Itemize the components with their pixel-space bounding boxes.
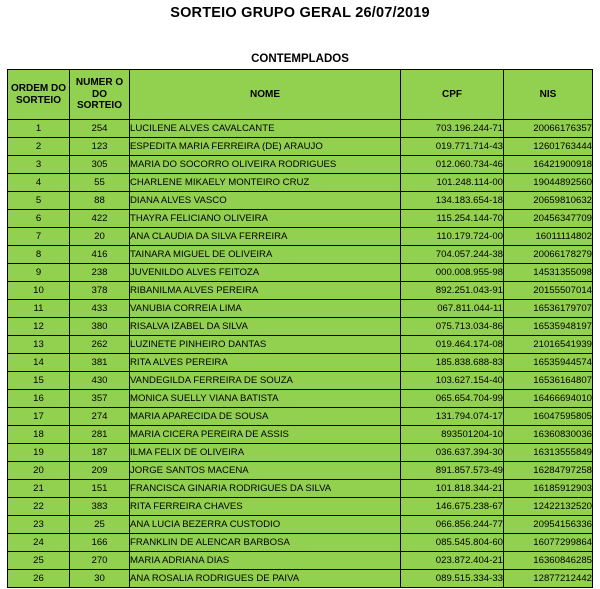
table-row bbox=[8, 210, 593, 228]
cell-nome: RIBANILMA ALVES PEREIRA bbox=[130, 282, 401, 300]
cell-numero: 430 bbox=[70, 372, 130, 390]
table-row bbox=[8, 246, 593, 264]
cell-ordem: 15 bbox=[8, 372, 70, 390]
cell-nis: 16536179707 bbox=[504, 300, 593, 318]
cell-nome: THAYRA FELICIANO OLIVEIRA bbox=[130, 210, 401, 228]
cell-numero: 381 bbox=[70, 354, 130, 372]
table-row bbox=[8, 174, 593, 192]
cell-nis: 12422132520 bbox=[504, 498, 593, 516]
cell-nis: 20954156336 bbox=[504, 516, 593, 534]
cell-nome: ILMA FELIX DE OLIVEIRA bbox=[130, 444, 401, 462]
table-body bbox=[8, 120, 593, 588]
cell-numero: 433 bbox=[70, 300, 130, 318]
cell-nome: MARIA APARECIDA DE SOUSA bbox=[130, 408, 401, 426]
cell-numero: 274 bbox=[70, 408, 130, 426]
section-subtitle: CONTEMPLADOS bbox=[251, 53, 349, 65]
cell-ordem: 16 bbox=[8, 390, 70, 408]
cell-nis: 12877212442 bbox=[504, 570, 593, 588]
table-header-row bbox=[8, 70, 593, 120]
table-row bbox=[8, 534, 593, 552]
table-row bbox=[8, 552, 593, 570]
cell-numero: 209 bbox=[70, 462, 130, 480]
table-row bbox=[8, 480, 593, 498]
cell-numero: 20 bbox=[70, 228, 130, 246]
cell-cpf: 146.675.238-67 bbox=[401, 498, 504, 516]
cell-nis: 20066178279 bbox=[504, 246, 593, 264]
cell-cpf: 085.545.804-60 bbox=[401, 534, 504, 552]
cell-nome: LUZINETE PINHEIRO DANTAS bbox=[130, 336, 401, 354]
table-row bbox=[8, 120, 593, 138]
header-numero: NUMER O DO SORTEIO bbox=[70, 70, 130, 120]
cell-ordem: 3 bbox=[8, 156, 70, 174]
cell-cpf: 103.627.154-40 bbox=[401, 372, 504, 390]
cell-nis: 12601763444 bbox=[504, 138, 593, 156]
cell-ordem: 17 bbox=[8, 408, 70, 426]
contemplados-table bbox=[7, 69, 593, 588]
cell-numero: 281 bbox=[70, 426, 130, 444]
cell-numero: 378 bbox=[70, 282, 130, 300]
cell-numero: 357 bbox=[70, 390, 130, 408]
cell-nome: TAINARA MIGUEL DE OLIVEIRA bbox=[130, 246, 401, 264]
cell-cpf: 065.654.704-99 bbox=[401, 390, 504, 408]
cell-cpf: 012.060.734-46 bbox=[401, 156, 504, 174]
cell-ordem: 7 bbox=[8, 228, 70, 246]
table-row bbox=[8, 300, 593, 318]
cell-ordem: 23 bbox=[8, 516, 70, 534]
cell-numero: 238 bbox=[70, 264, 130, 282]
cell-cpf: 067.811.044-11 bbox=[401, 300, 504, 318]
cell-numero: 383 bbox=[70, 498, 130, 516]
table-row bbox=[8, 426, 593, 444]
document-title: SORTEIO GRUPO GERAL 26/07/2019 bbox=[170, 5, 430, 21]
cell-ordem: 20 bbox=[8, 462, 70, 480]
cell-cpf: 891.857.573-49 bbox=[401, 462, 504, 480]
table-row bbox=[8, 336, 593, 354]
cell-nis: 16535944574 bbox=[504, 354, 593, 372]
cell-nome: VANDEGILDA FERREIRA DE SOUZA bbox=[130, 372, 401, 390]
cell-nis: 16077299864 bbox=[504, 534, 593, 552]
cell-ordem: 21 bbox=[8, 480, 70, 498]
cell-nome: JUVENILDO ALVES FEITOZA bbox=[130, 264, 401, 282]
cell-ordem: 12 bbox=[8, 318, 70, 336]
cell-nis: 14531355098 bbox=[504, 264, 593, 282]
table-row bbox=[8, 516, 593, 534]
cell-nome: MARIA CICERA PEREIRA DE ASSIS bbox=[130, 426, 401, 444]
cell-cpf: 704.057.244-38 bbox=[401, 246, 504, 264]
cell-cpf: 019.771.714-43 bbox=[401, 138, 504, 156]
cell-numero: 305 bbox=[70, 156, 130, 174]
cell-nome: CHARLENE MIKAELY MONTEIRO CRUZ bbox=[130, 174, 401, 192]
table-row bbox=[8, 462, 593, 480]
cell-nis: 16185912903 bbox=[504, 480, 593, 498]
cell-numero: 25 bbox=[70, 516, 130, 534]
cell-ordem: 13 bbox=[8, 336, 70, 354]
cell-numero: 55 bbox=[70, 174, 130, 192]
cell-cpf: 134.183.654-18 bbox=[401, 192, 504, 210]
cell-ordem: 2 bbox=[8, 138, 70, 156]
cell-nome: ANA CLAUDIA DA SILVA FERREIRA bbox=[130, 228, 401, 246]
cell-nome: MONICA SUELLY VIANA BATISTA bbox=[130, 390, 401, 408]
cell-nome: VANUBIA CORREIA LIMA bbox=[130, 300, 401, 318]
cell-nome: RISALVA IZABEL DA SILVA bbox=[130, 318, 401, 336]
cell-nome: FRANKLIN DE ALENCAR BARBOSA bbox=[130, 534, 401, 552]
cell-ordem: 8 bbox=[8, 246, 70, 264]
table-row bbox=[8, 498, 593, 516]
cell-cpf: 075.713.034-86 bbox=[401, 318, 504, 336]
table-row bbox=[8, 372, 593, 390]
table-row bbox=[8, 390, 593, 408]
cell-nome: ESPEDITA MARIA FERREIRA (DE) ARAUJO bbox=[130, 138, 401, 156]
table-row bbox=[8, 282, 593, 300]
cell-ordem: 1 bbox=[8, 120, 70, 138]
cell-nome: JORGE SANTOS MACENA bbox=[130, 462, 401, 480]
cell-nis: 16421900918 bbox=[504, 156, 593, 174]
cell-numero: 416 bbox=[70, 246, 130, 264]
cell-ordem: 25 bbox=[8, 552, 70, 570]
table-row bbox=[8, 354, 593, 372]
cell-ordem: 14 bbox=[8, 354, 70, 372]
table-row bbox=[8, 156, 593, 174]
cell-ordem: 24 bbox=[8, 534, 70, 552]
cell-numero: 254 bbox=[70, 120, 130, 138]
cell-cpf: 036.637.394-30 bbox=[401, 444, 504, 462]
cell-nis: 20155507014 bbox=[504, 282, 593, 300]
table-row bbox=[8, 192, 593, 210]
cell-numero: 270 bbox=[70, 552, 130, 570]
table-row bbox=[8, 570, 593, 588]
cell-numero: 151 bbox=[70, 480, 130, 498]
table-row bbox=[8, 264, 593, 282]
cell-nome: MARIA DO SOCORRO OLIVEIRA RODRIGUES bbox=[130, 156, 401, 174]
cell-nis: 20456347709 bbox=[504, 210, 593, 228]
cell-nome: ANA ROSALIA RODRIGUES DE PAIVA bbox=[130, 570, 401, 588]
cell-nis: 16011114802 bbox=[504, 228, 593, 246]
cell-ordem: 18 bbox=[8, 426, 70, 444]
cell-ordem: 19 bbox=[8, 444, 70, 462]
table-row bbox=[8, 408, 593, 426]
cell-nis: 21016541939 bbox=[504, 336, 593, 354]
header-nome: NOME bbox=[130, 70, 401, 120]
cell-numero: 262 bbox=[70, 336, 130, 354]
cell-nis: 16466694010 bbox=[504, 390, 593, 408]
cell-nis: 16360846285 bbox=[504, 552, 593, 570]
cell-nis: 20066176357 bbox=[504, 120, 593, 138]
cell-nome: RITA FERREIRA CHAVES bbox=[130, 498, 401, 516]
cell-cpf: 892.251.043-91 bbox=[401, 282, 504, 300]
cell-cpf: 185.838.688-83 bbox=[401, 354, 504, 372]
cell-ordem: 4 bbox=[8, 174, 70, 192]
cell-nome: ANA LUCIA BEZERRA CUSTODIO bbox=[130, 516, 401, 534]
cell-cpf: 023.872.404-21 bbox=[401, 552, 504, 570]
cell-nis: 16047595805 bbox=[504, 408, 593, 426]
header-nis: NIS bbox=[504, 70, 593, 120]
cell-numero: 30 bbox=[70, 570, 130, 588]
cell-numero: 123 bbox=[70, 138, 130, 156]
cell-ordem: 9 bbox=[8, 264, 70, 282]
cell-cpf: 893501204-10 bbox=[401, 426, 504, 444]
cell-ordem: 6 bbox=[8, 210, 70, 228]
cell-cpf: 066.856.244-77 bbox=[401, 516, 504, 534]
cell-cpf: 019.464.174-08 bbox=[401, 336, 504, 354]
cell-cpf: 703.196.244-71 bbox=[401, 120, 504, 138]
header-ordem: ORDEM DO SORTEIO bbox=[8, 70, 70, 120]
cell-cpf: 089.515.334-33 bbox=[401, 570, 504, 588]
cell-cpf: 101.818.344-21 bbox=[401, 480, 504, 498]
cell-numero: 380 bbox=[70, 318, 130, 336]
cell-numero: 187 bbox=[70, 444, 130, 462]
cell-cpf: 131.794.074-17 bbox=[401, 408, 504, 426]
cell-ordem: 11 bbox=[8, 300, 70, 318]
cell-nis: 20659810632 bbox=[504, 192, 593, 210]
cell-cpf: 000.008.955-98 bbox=[401, 264, 504, 282]
cell-nis: 19044892560 bbox=[504, 174, 593, 192]
cell-nome: DIANA ALVES VASCO bbox=[130, 192, 401, 210]
table-row bbox=[8, 444, 593, 462]
cell-nome: MARIA ADRIANA DIAS bbox=[130, 552, 401, 570]
cell-cpf: 101.248.114-00 bbox=[401, 174, 504, 192]
cell-nis: 16535948197 bbox=[504, 318, 593, 336]
cell-nome: FRANCISCA GINARIA RODRIGUES DA SILVA bbox=[130, 480, 401, 498]
header-cpf: CPF bbox=[401, 70, 504, 120]
table-row bbox=[8, 138, 593, 156]
cell-numero: 422 bbox=[70, 210, 130, 228]
cell-cpf: 110.179.724-00 bbox=[401, 228, 504, 246]
cell-numero: 88 bbox=[70, 192, 130, 210]
cell-nis: 16536164807 bbox=[504, 372, 593, 390]
table-row bbox=[8, 318, 593, 336]
cell-ordem: 22 bbox=[8, 498, 70, 516]
cell-ordem: 5 bbox=[8, 192, 70, 210]
cell-nome: RITA ALVES PEREIRA bbox=[130, 354, 401, 372]
cell-cpf: 115.254.144-70 bbox=[401, 210, 504, 228]
cell-nome: LUCILENE ALVES CAVALCANTE bbox=[130, 120, 401, 138]
cell-nis: 16284797258 bbox=[504, 462, 593, 480]
cell-ordem: 26 bbox=[8, 570, 70, 588]
table-row bbox=[8, 228, 593, 246]
cell-nis: 16313555849 bbox=[504, 444, 593, 462]
cell-ordem: 10 bbox=[8, 282, 70, 300]
cell-numero: 166 bbox=[70, 534, 130, 552]
cell-nis: 16360830036 bbox=[504, 426, 593, 444]
